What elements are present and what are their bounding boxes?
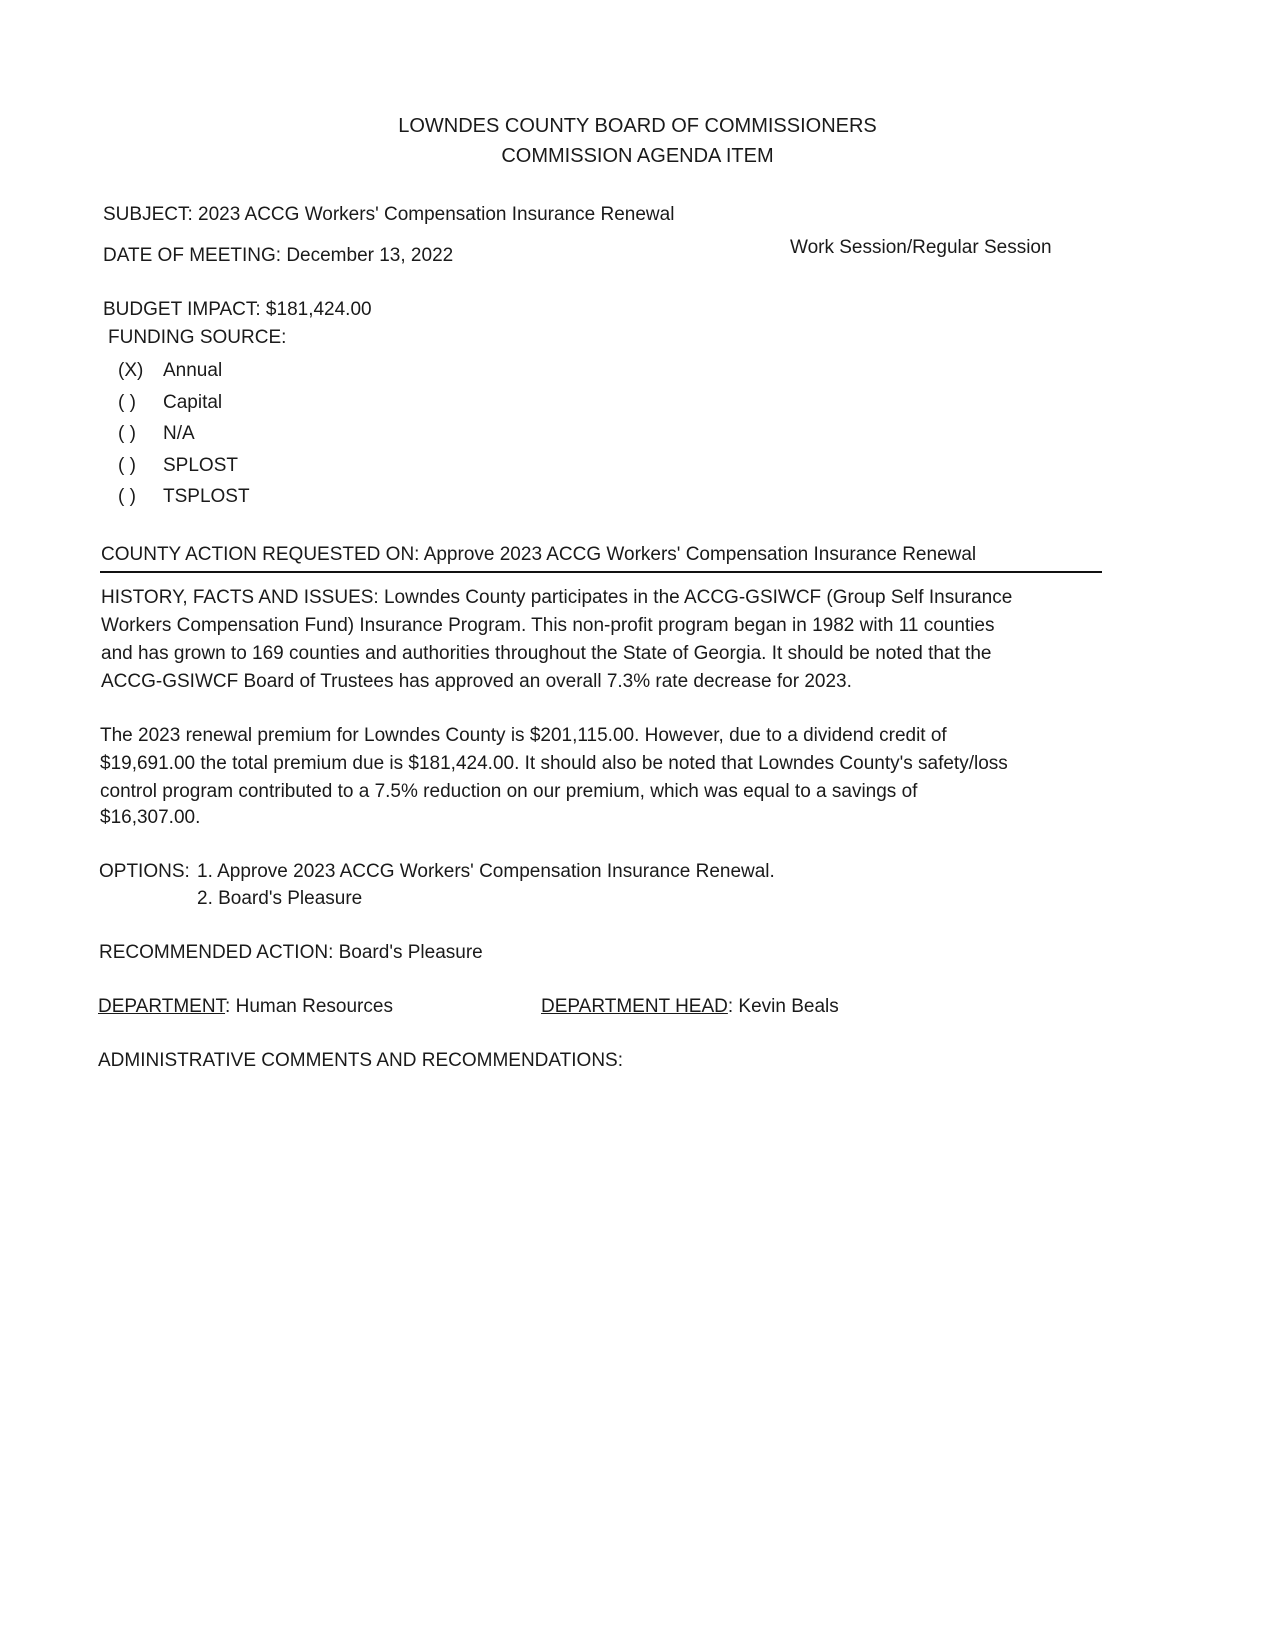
county-action-requested: COUNTY ACTION REQUESTED ON: Approve 2023 ACCG Workers' Compensation Insurance Renewal bbox=[101, 544, 977, 565]
options-label: OPTIONS: bbox=[99, 861, 190, 882]
funding-option-mark: ( ) bbox=[118, 392, 136, 413]
department-head-label: DEPARTMENT HEAD bbox=[541, 996, 728, 1017]
document-title: LOWNDES COUNTY BOARD OF COMMISSIONERS bbox=[398, 115, 877, 137]
date-of-meeting: DATE OF MEETING: December 13, 2022 bbox=[103, 245, 454, 266]
premium-line: control program contributed to a 7.5% reduction on our premium, which was equal to a savings of bbox=[100, 781, 918, 802]
administrative-comments: ADMINISTRATIVE COMMENTS AND RECOMMENDATIONS: bbox=[98, 1050, 623, 1071]
department-head bbox=[541, 995, 839, 1019]
funding-option-label: Annual bbox=[163, 360, 223, 381]
department-head-value: : Kevin Beals bbox=[727, 996, 839, 1017]
department-label: DEPARTMENT bbox=[98, 996, 226, 1017]
divider bbox=[100, 571, 1102, 573]
option-item: 2. Board's Pleasure bbox=[197, 888, 363, 909]
recommended-action: RECOMMENDED ACTION: Board's Pleasure bbox=[99, 942, 483, 963]
premium-line: The 2023 renewal premium for Lowndes County is $201,115.00. However, due to a dividend credit of bbox=[100, 725, 947, 746]
history-line: HISTORY, FACTS AND ISSUES: Lowndes County participates in the ACCG-GSIWCF (Group Self Insurance bbox=[101, 587, 1013, 608]
funding-source-label: FUNDING SOURCE: bbox=[108, 327, 287, 348]
session-type: Work Session/Regular Session bbox=[790, 237, 1052, 258]
department bbox=[98, 995, 393, 1019]
funding-option-mark: ( ) bbox=[118, 455, 136, 476]
department-value: : Human Resources bbox=[225, 996, 393, 1017]
option-item: 1. Approve 2023 ACCG Workers' Compensation Insurance Renewal. bbox=[197, 861, 775, 882]
premium-line: $16,307.00. bbox=[100, 807, 201, 828]
funding-option-label: TSPLOST bbox=[163, 486, 250, 507]
subject: SUBJECT: 2023 ACCG Workers' Compensation Insurance Renewal bbox=[103, 204, 675, 225]
document-subtitle: COMMISSION AGENDA ITEM bbox=[501, 145, 774, 167]
funding-option-label: SPLOST bbox=[163, 455, 238, 476]
premium-line: $19,691.00 the total premium due is $181,424.00. It should also be noted that Lowndes County's safety/loss bbox=[100, 753, 1008, 774]
history-line: ACCG-GSIWCF Board of Trustees has approved an overall 7.3% rate decrease for 2023. bbox=[101, 671, 852, 692]
history-line: and has grown to 169 counties and authorities throughout the State of Georgia. It should be noted that the bbox=[101, 643, 992, 664]
funding-option-label: N/A bbox=[163, 423, 195, 444]
funding-option-label: Capital bbox=[163, 392, 223, 413]
history-line: Workers Compensation Fund) Insurance Program. This non-profit program began in 1982 with 11 counties bbox=[101, 615, 995, 636]
funding-option-mark: ( ) bbox=[118, 423, 136, 444]
funding-option-mark: ( ) bbox=[118, 486, 136, 507]
budget-impact: BUDGET IMPACT: $181,424.00 bbox=[103, 299, 372, 320]
funding-option-mark: (X) bbox=[118, 360, 144, 381]
